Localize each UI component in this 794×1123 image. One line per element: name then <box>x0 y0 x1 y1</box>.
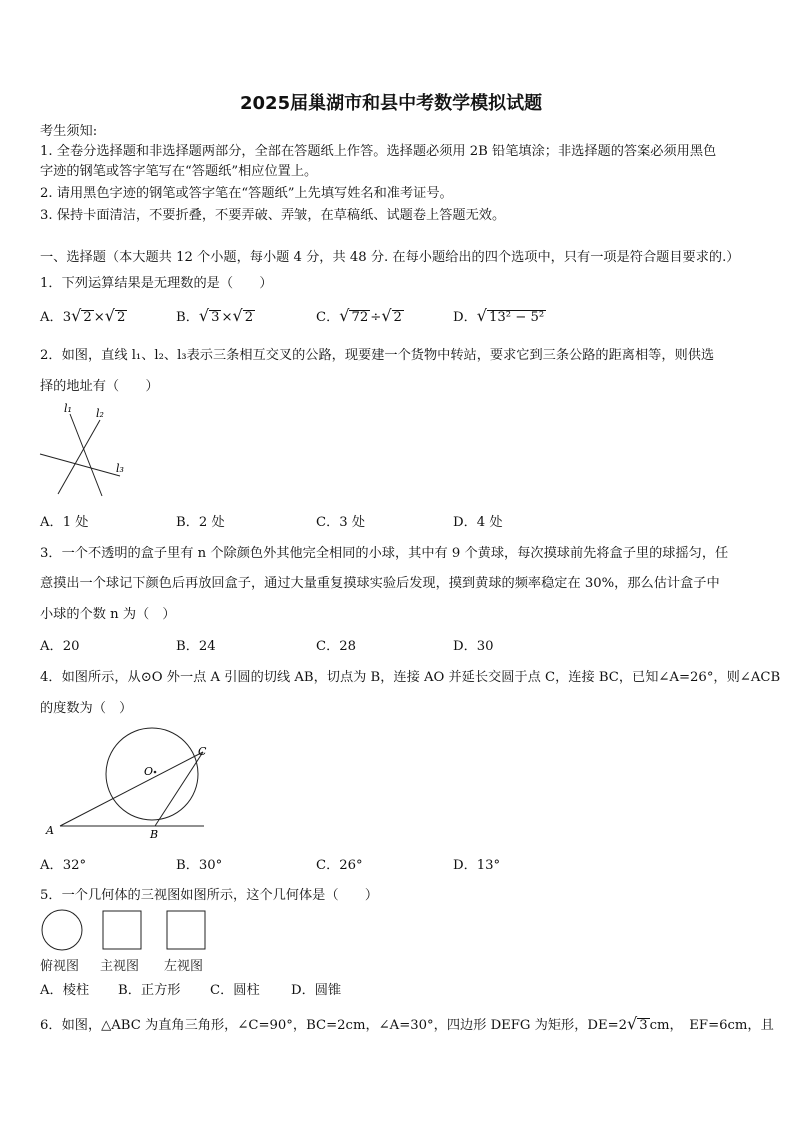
q6-stem: 6．如图，△ABC 为直角三角形，∠C=90°，BC=2cm，∠A=30°，四边形 DEFG 为矩形，DE=2√ 3 cm， EF=6cm，且 <box>40 1014 774 1033</box>
q2-option-d: D．4 处 <box>453 515 503 530</box>
page-title: 2025届巢湖市和县中考数学模拟试题 <box>240 93 543 114</box>
q3-stem-line-2: 意摸出一个球记下颜色后再放回盒子，通过大量重复摸球实验后发现，摸到黄球的频率稳定在 30%，那么估计盒子中 <box>40 576 720 591</box>
q3-stem-line-1: 3．一个不透明的盒子里有 n 个除颜色外其他完全相同的小球，其中有 9 个黄球，每次摸球前先将盒子里的球摇匀，任 <box>40 546 729 561</box>
center-point-o <box>154 771 157 774</box>
q1-option-c: C．√ 72 ÷√ 2 <box>316 306 402 325</box>
notice-item-1-line-1: 1. 全卷分选择题和非选择题两部分，全部在答题纸上作答。选择题必须用 2B 铅笔填涂；非选择题的答案必须用黑色 <box>40 144 717 159</box>
q5-three-views-figure <box>38 906 213 956</box>
q3-option-b: B．24 <box>176 639 216 654</box>
top-view-circle <box>42 910 82 950</box>
q2-stem-line-2: 择的地址有（ ） <box>40 379 159 394</box>
q1-option-b: B．√ 3 ×√ 2 <box>176 306 254 325</box>
q4-option-b: B．30° <box>176 858 223 873</box>
q5-option-a: A．棱柱 <box>40 983 90 998</box>
notice-item-3: 3. 保持卡面清洁，不要折叠，不要弄破、弄皱，在草稿纸、试题卷上答题无效。 <box>40 208 506 223</box>
notice-item-2: 2. 请用黑色字迹的钢笔或答字笔在“答题纸”上先填写姓名和准考证号。 <box>40 186 453 201</box>
front-view-label: 主视图 <box>100 959 140 974</box>
q3-option-a: A．20 <box>40 639 80 654</box>
line-l3 <box>40 454 120 476</box>
q5-option-d: D．圆锥 <box>291 983 342 998</box>
q3-option-d: D．30 <box>453 639 494 654</box>
top-view-label: 俯视图 <box>40 959 80 974</box>
q2-option-a: A．1 处 <box>40 515 89 530</box>
side-view-label: 左视图 <box>164 959 204 974</box>
q2-stem-line-1: 2．如图，直线 l₁、l₂、l₃表示三条相互交叉的公路，现要建一个货物中转站，要求它到三条公路的距离相等，则供选 <box>40 348 715 363</box>
q3-option-c: C．28 <box>316 639 357 654</box>
label-b: B <box>150 828 159 841</box>
q5-stem: 5．一个几何体的三视图如图所示，这个几何体是（ ） <box>40 888 379 903</box>
label-l2: l₂ <box>96 407 104 420</box>
q1-stem: 1．下列运算结果是无理数的是（ ） <box>40 276 273 291</box>
q4-option-a: A．32° <box>40 858 87 873</box>
label-l3: l₃ <box>116 462 124 475</box>
q2-three-lines-figure <box>36 400 136 500</box>
notice-heading: 考生须知: <box>40 124 98 139</box>
q2-option-b: B．2 处 <box>176 515 225 530</box>
q3-stem-line-3: 小球的个数 n 为（ ） <box>40 607 176 622</box>
line-l1 <box>70 414 102 496</box>
label-c: C <box>198 745 207 758</box>
q5-option-b: B．正方形 <box>118 983 181 998</box>
q4-circle-tangent-figure <box>40 724 220 844</box>
label-a: A <box>46 824 54 837</box>
q4-stem-line-2: 的度数为（ ） <box>40 701 133 716</box>
q1-option-a: A．3√ 2 ×√ 2 <box>40 306 126 325</box>
q2-option-c: C．3 处 <box>316 515 366 530</box>
q4-option-c: C．26° <box>316 858 363 873</box>
notice-item-1-line-2: 字迹的钢笔或答字笔写在“答题纸”相应位置上。 <box>40 164 318 179</box>
label-l1: l₁ <box>64 402 72 415</box>
q4-stem-line-1: 4．如图所示，从⊙O 外一点 A 引圆的切线 AB，切点为 B，连接 AO 并延长交圆于点 C，连接 BC，已知∠A=26°，则∠ACB <box>40 670 781 685</box>
q5-option-c: C．圆柱 <box>210 983 260 998</box>
q4-option-d: D．13° <box>453 858 501 873</box>
front-view-square <box>103 911 141 949</box>
side-view-square <box>167 911 205 949</box>
line-l2 <box>58 420 100 494</box>
section-heading: 一、选择题（本大题共 12 个小题，每小题 4 分，共 48 分. 在每小题给出的四个选项中，只有一项是符合题目要求的.） <box>40 250 740 265</box>
q1-option-d: D．√ 13² − 5² <box>453 306 545 325</box>
label-o: O <box>144 765 154 778</box>
